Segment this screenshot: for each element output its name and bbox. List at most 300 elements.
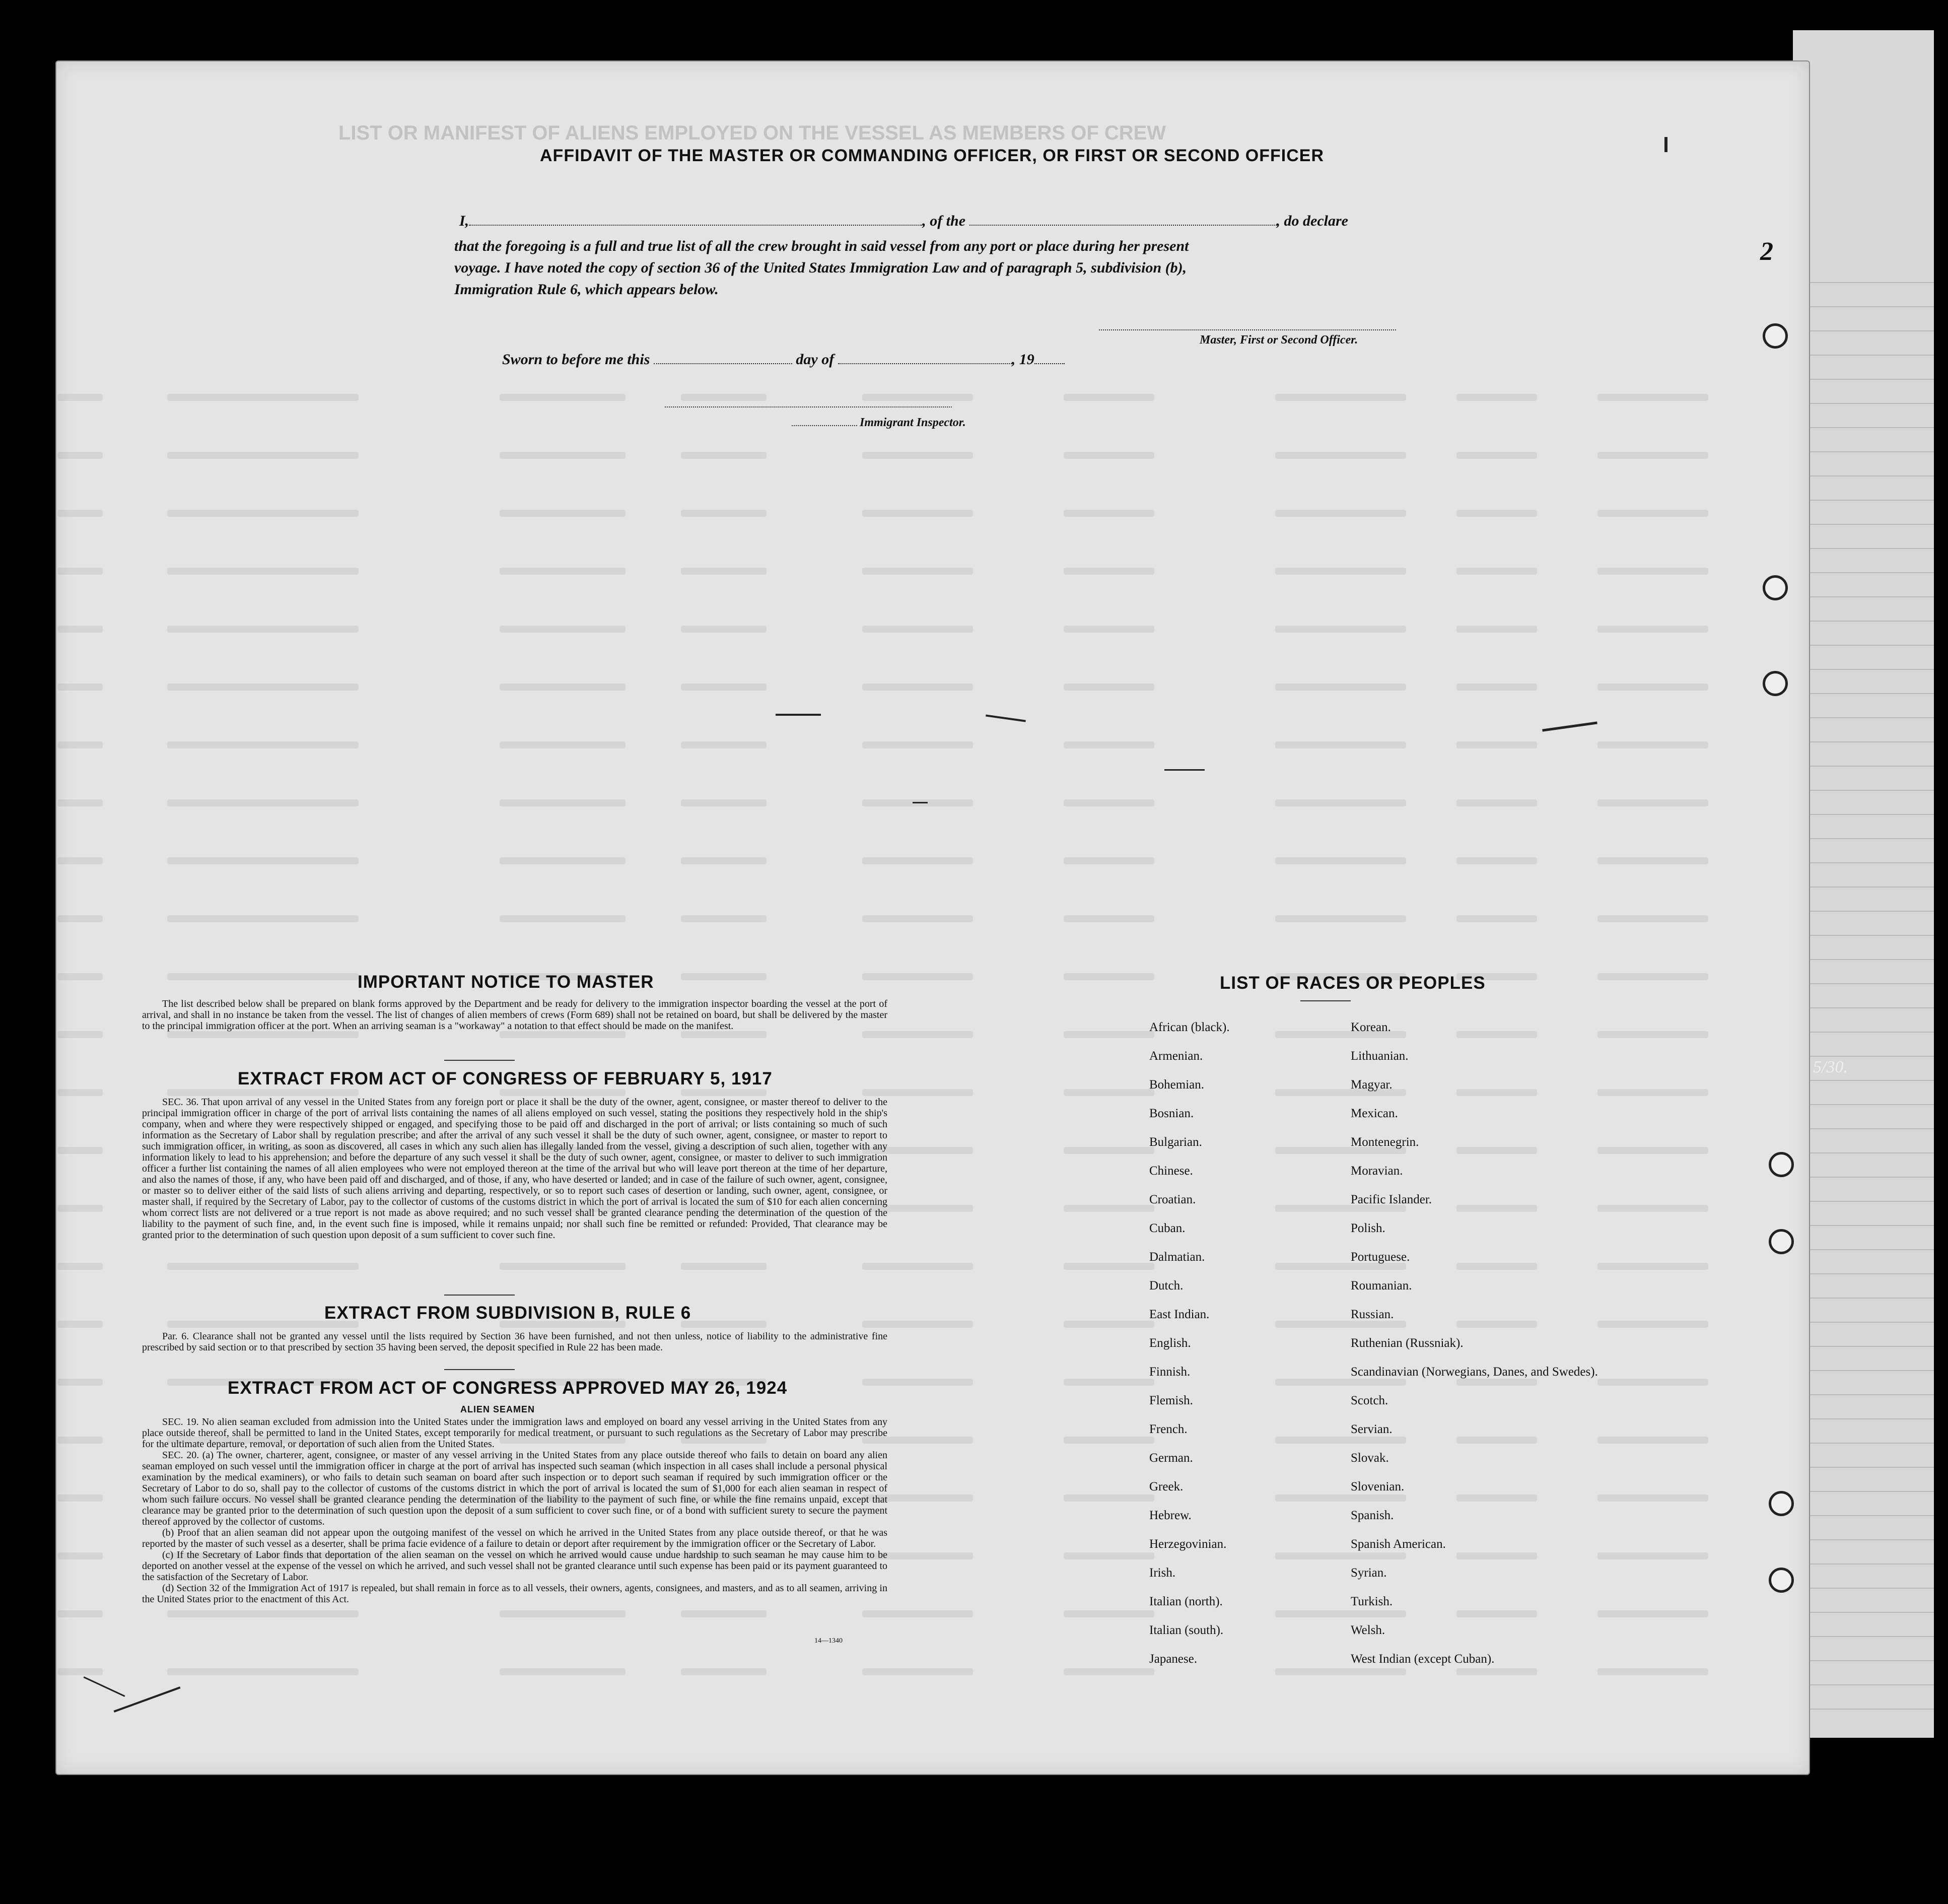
divider-1 [444, 1060, 515, 1061]
bleed-mark [1597, 684, 1708, 691]
ruled-line [1793, 911, 1934, 912]
bleed-mark [167, 1668, 359, 1675]
bleed-mark [1597, 568, 1708, 575]
bleed-mark [167, 799, 359, 806]
bleed-mark [681, 568, 767, 575]
ruled-line [1793, 1152, 1934, 1153]
race-item: Slovak. [1351, 1451, 1389, 1465]
bleed-mark [1064, 1552, 1154, 1559]
bleed-mark [500, 915, 625, 922]
master-caption: Master, First or Second Officer. [1200, 333, 1358, 347]
race-item: Montenegrin. [1351, 1135, 1419, 1149]
ruled-line [1793, 645, 1934, 646]
bleed-mark [681, 857, 767, 864]
page-number-note: 2 [1760, 237, 1773, 266]
bleed-mark [167, 915, 359, 922]
bleed-mark [500, 568, 625, 575]
bleed-mark [862, 1031, 973, 1038]
bleed-mark [862, 684, 973, 691]
extract-1924-sec20c: (c) If the Secretary of Labor finds that deportation of the alien seaman on the vessel on which he arrived would cause undue hardship to such seaman he may cause him to be deported on another vessel at the expense of the vessel on which he arrived, and such vessel shall not be granted clearance until such expense has been paid or its payment guaranteed to the satisfaction of the Secretary of Labor. [142, 1549, 887, 1583]
bleed-mark [57, 973, 103, 980]
bleed-mark [1275, 452, 1406, 459]
ruled-line [1793, 1612, 1934, 1613]
bleed-mark [500, 1089, 625, 1096]
ruled-line [1793, 1370, 1934, 1371]
bleed-mark [1275, 915, 1406, 922]
binder-hole [1769, 1152, 1794, 1177]
races-left-column [1149, 1021, 1230, 1681]
affidavit-line-4: Immigration Rule 6, which appears below. [454, 281, 719, 298]
ruled-line [1793, 1322, 1934, 1323]
ruled-line [1793, 330, 1934, 331]
binder-hole [1769, 1568, 1794, 1593]
bleed-mark [1064, 741, 1154, 749]
bleed-mark [167, 1089, 359, 1096]
bleed-mark [681, 915, 767, 922]
bleed-mark [1064, 973, 1154, 980]
bleed-mark [167, 394, 359, 401]
bleed-mark [57, 1610, 103, 1617]
bleed-mark [1064, 452, 1154, 459]
name-blank[interactable] [469, 225, 922, 226]
bleed-mark [167, 1263, 359, 1270]
ruled-line [1793, 1588, 1934, 1589]
ruled-line [1793, 693, 1934, 694]
bleed-mark [500, 452, 625, 459]
bleed-mark [500, 857, 625, 864]
ruled-line [1793, 717, 1934, 718]
ruled-line [1793, 500, 1934, 501]
bleed-mark [57, 1147, 103, 1154]
bleed-mark [1064, 915, 1154, 922]
bleed-mark [57, 741, 103, 749]
bleed-mark [1064, 568, 1154, 575]
extract-1924-sec20b: (b) Proof that an alien seaman did not appear upon the outgoing manifest of the vessel on which he arrived in the United States from any place outside thereof, or that he was reported by the master of such vessel as a deserter, shall be prima facie evidence of a failure to detain or deport after requirement by the immigration officer or the Secretary of Labor. [142, 1527, 887, 1549]
race-item: Ruthenian (Russniak). [1351, 1336, 1464, 1350]
race-item: Magyar. [1351, 1078, 1393, 1092]
race-item: Servian. [1351, 1422, 1393, 1436]
bleed-mark [57, 1379, 103, 1386]
bleed-mark [1597, 452, 1708, 459]
bleed-mark [1597, 510, 1708, 517]
divider-3 [444, 1369, 515, 1370]
bleed-mark [167, 626, 359, 633]
race-item: Finnish. [1149, 1365, 1191, 1379]
ruled-line [1793, 1539, 1934, 1540]
ruled-line [1793, 475, 1934, 477]
bleed-mark [57, 1668, 103, 1675]
race-item: Mexican. [1351, 1107, 1398, 1120]
bleed-mark [1597, 1321, 1708, 1328]
bleed-mark [681, 626, 767, 633]
bleed-mark [862, 973, 973, 980]
ruled-line [1793, 621, 1934, 622]
bleed-mark [681, 394, 767, 401]
ruled-line [1793, 1563, 1934, 1565]
bleed-mark [862, 452, 973, 459]
extract-rule6-paragraph: Par. 6. Clearance shall not be granted any vessel until the lists required by Section 36 have been furnished, and not then unless, notice of liability to the administrative fine prescribed by said section or to that prescribed by section 35 having been served, the deposit specified in Rule 22 has been made. [142, 1331, 887, 1353]
race-item: Pacific Islander. [1351, 1193, 1432, 1206]
bleed-mark [1064, 1089, 1154, 1096]
ruled-line [1793, 1418, 1934, 1419]
notice-title: IMPORTANT NOTICE TO MASTER [358, 972, 654, 992]
ruled-line [1793, 1346, 1934, 1347]
ruled-line [1793, 1056, 1934, 1057]
race-item: Japanese. [1149, 1652, 1198, 1666]
ruled-line [1793, 983, 1934, 984]
bleed-mark [1597, 1668, 1708, 1675]
bleed-mark [681, 684, 767, 691]
extract-1924-subtitle: ALIEN SEAMEN [460, 1404, 535, 1414]
sworn-day-blank[interactable] [654, 363, 792, 364]
extract-1917-paragraph: SEC. 36. That upon arrival of any vessel in the United States from any foreign port or place it shall be the duty of the owner, agent, consignee, or master thereof to deliver to the principal immigration officer in charge of the port of arrival lists containing the names of all aliens employed on such vessel, stating the positions they respectively hold in the ship's company, when and where they were respectively shipped or engaged, and specifying those to be paid off and discharged in the port of arrival; or lists containing so much of such information as the Secretary of Labor shall by regulation prescribe; and after the arrival of any such vessel it shall be the duty of such owner, agent, consignee, or master to report to such immigration officer, in writing, as soon as discovered, all cases in which any such alien has illegally landed from the vessel, giving a description of such alien, together with any information likely to lead to his apprehension; and before the departure of any such vessel it shall be the duty of such owner, agent, consignee, or master to deliver to such immigration officer a further list containing the names of all alien employees who were not employed thereon at the time of the arrival but who will leave port thereon at the time of her departure, and also the names of those, if any, who have been paid off and discharged, and of those, if any, who have deserted or landed; and in case of the failure of such owner, agent, consignee, or master so to deliver either of the said lists of such aliens arriving and departing, respectively, or so to report such cases of desertion or landing, such owner, agent, consignee, or master shall, if required by the Secretary of Labor, pay to the collector of customs of the customs district in which the port of arrival is located the sum of $10 for each alien concerning whom correct lists are not delivered or a true report is not made as above required; and no such vessel shall be granted clearance pending the determination of the question of the liability to the payment of such fine, and, in the event such fine is imposed, while it remains unpaid; nor shall such fine be remitted or refunded: Provided, That clearance may be granted prior to the determination of such question upon deposit of a sum sufficient to cover such fine. [142, 1097, 887, 1241]
bleed-mark [1597, 1610, 1708, 1617]
bleed-mark [681, 799, 767, 806]
ruled-line [1793, 355, 1934, 356]
bleed-mark [1064, 1205, 1154, 1212]
race-item: Cuban. [1149, 1221, 1186, 1235]
bleed-mark [167, 510, 359, 517]
ruled-line [1793, 959, 1934, 960]
ruled-line [1793, 1080, 1934, 1081]
race-item: Polish. [1351, 1221, 1385, 1235]
binder-hole [1763, 323, 1788, 349]
bleed-mark [1275, 741, 1406, 749]
binder-hole [1763, 671, 1788, 696]
ruled-line [1793, 572, 1934, 573]
race-item: Croatian. [1149, 1193, 1196, 1206]
ruled-line [1793, 1201, 1934, 1202]
race-item: Bulgarian. [1149, 1135, 1202, 1149]
bleed-mark [500, 1031, 625, 1038]
bleed-mark [1064, 1494, 1154, 1502]
ruled-line [1793, 1636, 1934, 1637]
ruled-line [1793, 887, 1934, 888]
bleed-mark [167, 973, 359, 980]
bleed-mark [1275, 799, 1406, 806]
ink-tick [1664, 137, 1667, 152]
bleed-mark [681, 1031, 767, 1038]
bleed-mark [681, 510, 767, 517]
bleed-mark [862, 568, 973, 575]
race-item: Flemish. [1149, 1394, 1193, 1407]
ruled-line [1793, 814, 1934, 815]
bleed-mark [1064, 799, 1154, 806]
bleed-mark [57, 1494, 103, 1502]
bleed-mark [57, 857, 103, 864]
back-sheet [1793, 30, 1934, 1738]
race-item: Turkish. [1351, 1595, 1393, 1608]
bleed-mark [500, 1668, 625, 1675]
race-item: East Indian. [1149, 1308, 1210, 1321]
tally-note: 5/30. [1813, 1058, 1848, 1076]
bleed-mark [500, 684, 625, 691]
ruled-line [1793, 596, 1934, 597]
bleed-mark [1064, 1321, 1154, 1328]
bleed-mark [1597, 1379, 1708, 1386]
race-item: Bohemian. [1149, 1078, 1205, 1092]
inspector-caption: Immigrant Inspector. [860, 416, 966, 429]
extract-1917-title: EXTRACT FROM ACT OF CONGRESS OF FEBRUARY 5, 1917 [238, 1069, 773, 1089]
bleed-mark [1275, 626, 1406, 633]
race-item: Dutch. [1149, 1279, 1184, 1293]
bleed-mark [1064, 1147, 1154, 1154]
bleed-mark [57, 394, 103, 401]
bleed-mark [862, 857, 973, 864]
bleed-mark [681, 1321, 767, 1328]
bleed-mark [57, 510, 103, 517]
day-of-label: day of [796, 351, 834, 368]
bleed-mark [681, 452, 767, 459]
bleed-mark [1456, 684, 1537, 691]
ruled-line [1793, 1394, 1934, 1395]
bleed-mark [57, 1321, 103, 1328]
bleed-mark [57, 1031, 103, 1038]
races-title: LIST OF RACES OR PEOPLES [1220, 973, 1486, 993]
bleed-mark [862, 394, 973, 401]
bleed-mark [862, 1263, 973, 1270]
extract-1924-title: EXTRACT FROM ACT OF CONGRESS APPROVED MAY 26, 1924 [228, 1378, 788, 1398]
bleed-mark [1456, 452, 1537, 459]
bleed-mark [1275, 857, 1406, 864]
ruled-line [1793, 306, 1934, 307]
master-signature-line[interactable] [1099, 329, 1396, 330]
bleed-mark [1064, 394, 1154, 401]
bleed-mark [862, 1379, 973, 1386]
bleed-mark [1275, 684, 1406, 691]
bleed-mark [1275, 394, 1406, 401]
bleed-mark [57, 1089, 103, 1096]
stray-mark-5 [913, 802, 928, 803]
affidavit-i: I, [459, 213, 469, 229]
ruled-line [1793, 427, 1934, 428]
binder-hole [1769, 1229, 1794, 1254]
bleed-mark [57, 799, 103, 806]
bleed-mark [681, 1668, 767, 1675]
ruled-line [1793, 935, 1934, 936]
bleed-mark [1597, 1437, 1708, 1444]
bleed-mark [1064, 1263, 1154, 1270]
race-item: Slovenian. [1351, 1480, 1405, 1493]
bleed-mark [862, 626, 973, 633]
bleed-mark [1456, 799, 1537, 806]
bleed-mark [167, 1031, 359, 1038]
race-item: Welsh. [1351, 1623, 1385, 1637]
ruled-line [1793, 766, 1934, 767]
race-item: Dalmatian. [1149, 1250, 1205, 1264]
ruled-line [1793, 1443, 1934, 1444]
bleed-mark [1597, 1494, 1708, 1502]
bleed-mark [1597, 1089, 1708, 1096]
bleed-mark [1456, 915, 1537, 922]
bleed-mark [1456, 568, 1537, 575]
bleed-mark [57, 1263, 103, 1270]
bleed-mark [862, 915, 973, 922]
bleed-mark [1064, 1031, 1154, 1038]
race-item: Herzegovinian. [1149, 1537, 1227, 1551]
ruled-line [1793, 790, 1934, 791]
ruled-line [1793, 403, 1934, 404]
ruled-line [1793, 524, 1934, 525]
bleed-mark [862, 510, 973, 517]
extract-1924-sec19: SEC. 19. No alien seaman excluded from admission into the United States under the immigration laws and employed on board any vessel arriving in the United States from any place outside thereof, shall be permitted to land in the United States, except temporarily for medical treatment, or pursuant to such regulations as the Secretary of Labor may prescribe for the ultimate departure, removal, or deportation of such alien from the United States. [142, 1416, 887, 1450]
stray-mark-1 [776, 714, 821, 716]
ruled-line [1793, 379, 1934, 380]
race-item: Syrian. [1351, 1566, 1387, 1580]
bleed-mark [1064, 626, 1154, 633]
bleed-mark [1597, 799, 1708, 806]
ruled-line [1793, 451, 1934, 452]
affidavit-line-2: that the foregoing is a full and true list of all the crew brought in said vessel from any port or place during her present [454, 238, 1189, 254]
bleed-mark [1456, 394, 1537, 401]
bleed-mark [1064, 1610, 1154, 1617]
race-item: French. [1149, 1422, 1188, 1436]
bleed-mark [681, 973, 767, 980]
ruled-line [1793, 1128, 1934, 1129]
bleed-mark [862, 1610, 973, 1617]
ruled-line [1793, 1177, 1934, 1178]
extract-1924-sec20d: (d) Section 32 of the Immigration Act of 1917 is repealed, but shall remain in force as to all vessels, their owners, agents, consignees, and masters, and as to all seamen, arriving in the United States prior to the enactment of this Act. [142, 1583, 887, 1605]
bleed-mark [862, 1668, 973, 1675]
bleed-mark [1456, 857, 1537, 864]
bleed-mark [167, 452, 359, 459]
ruled-line [1793, 1225, 1934, 1226]
race-item: Roumanian. [1351, 1279, 1412, 1293]
bleed-mark [1456, 510, 1537, 517]
bleed-mark [1275, 510, 1406, 517]
race-item: Italian (north). [1149, 1595, 1223, 1608]
race-item: Spanish. [1351, 1509, 1394, 1522]
ruled-line [1793, 1515, 1934, 1516]
bleed-mark [57, 1205, 103, 1212]
affidavit-title: AFFIDAVIT OF THE MASTER OR COMMANDING OFFICER, OR FIRST OR SECOND OFFICER [540, 146, 1324, 165]
divider-2 [444, 1295, 515, 1296]
bleed-mark [167, 741, 359, 749]
bleed-mark [57, 1552, 103, 1559]
binder-hole [1763, 575, 1788, 600]
bleed-mark [500, 1263, 625, 1270]
ruled-line [1793, 1273, 1934, 1274]
ruled-line [1793, 669, 1934, 670]
bleed-mark [681, 1089, 767, 1096]
race-item: Lithuanian. [1351, 1049, 1409, 1063]
bleed-mark [167, 568, 359, 575]
bleed-mark [1597, 1552, 1708, 1559]
race-item: Italian (south). [1149, 1623, 1224, 1637]
bleed-mark [57, 1437, 103, 1444]
affidavit-line-3: voyage. I have noted the copy of section 36 of the United States Immigration Law and of paragraph 5, subdivision (b), [454, 259, 1187, 276]
sworn-label: Sworn to before me this [502, 351, 650, 368]
race-item: Greek. [1149, 1480, 1184, 1493]
bleed-mark [500, 741, 625, 749]
ruled-line [1793, 1467, 1934, 1468]
extract-1924-sec20a: SEC. 20. (a) The owner, charterer, agent, consignee, or master of any vessel arriving in the United States from any place outside thereof who fails to detain on board any alien seaman employed on such vessel until the immigration officer in charge at the port of arrival has inspected such seaman (which inspection in all cases shall include a personal physical examination by the medical examiners), or who fails to detain such seaman on board after such inspection or to deport such seaman if required by such immigration officer or the Secretary of Labor to do so, shall pay to the collector of customs of the customs district in which the port of arrival is located the sum of $1,000 for each alien seaman in respect of whom such failure occurs. No vessel shall be granted clearance pending the determination of the liability to the payment of such fine, or while the fine remains unpaid, except that clearance may be granted prior to the determination of such question upon the deposit of a sum sufficient to cover such fine, or of a bond with sufficient surety to secure the payment thereof approved by the collector of customs. [142, 1450, 887, 1527]
bleed-mark [1597, 1263, 1708, 1270]
bleed-mark [681, 741, 767, 749]
notice-body [142, 998, 887, 1032]
race-item: West Indian (except Cuban). [1351, 1652, 1495, 1666]
bleed-mark [500, 394, 625, 401]
ruled-line [1793, 1249, 1934, 1250]
bleed-mark [57, 684, 103, 691]
bleed-mark [1456, 741, 1537, 749]
ruled-line [1793, 548, 1934, 549]
race-item: German. [1149, 1451, 1193, 1465]
bleed-mark [167, 857, 359, 864]
bleed-mark [681, 1610, 767, 1617]
ruled-line [1793, 1007, 1934, 1008]
race-item: Scandinavian (Norwegians, Danes, and Swedes). [1351, 1365, 1598, 1379]
race-item: Portuguese. [1351, 1250, 1410, 1264]
vessel-blank[interactable] [969, 225, 1277, 226]
bleed-mark [1597, 1205, 1708, 1212]
affidavit-line-1 [459, 213, 1348, 230]
notice-paragraph: The list described below shall be prepared on blank forms approved by the Department and be ready for delivery to the immigration inspector boarding the vessel at the port of arrival, and shall in no instance be taken from the vessel. The list of changes of alien members of crews (Form 689) shall not be retained on board, but shall be delivered by the master to the principal immigration officer at the port. When an arriving seaman is a "workaway" a notation to that effect should be made on the manifest. [142, 998, 887, 1032]
bleed-mark [1597, 1147, 1708, 1154]
ruled-line [1793, 1684, 1934, 1685]
sworn-month-blank[interactable] [838, 363, 1012, 364]
race-item: African (black). [1149, 1021, 1230, 1034]
bleed-mark [57, 626, 103, 633]
bleed-mark [1064, 1379, 1154, 1386]
bleed-mark [1597, 1031, 1708, 1038]
bleed-mark [500, 510, 625, 517]
year-label: , 19 [1011, 351, 1034, 368]
bleed-mark [1064, 1437, 1154, 1444]
affidavit-of-the: , of the [922, 213, 966, 229]
race-item: Armenian. [1149, 1049, 1203, 1063]
extract-1917-body [142, 1097, 887, 1241]
year-blank[interactable] [1034, 363, 1065, 364]
ruled-line [1793, 741, 1934, 742]
inspector-signature-line[interactable] [665, 406, 952, 407]
bleed-mark [1597, 857, 1708, 864]
races-underline [1300, 1000, 1351, 1001]
race-item: Moravian. [1351, 1164, 1403, 1178]
bleed-mark [862, 741, 973, 749]
bleed-mark [57, 568, 103, 575]
bleed-mark [1456, 626, 1537, 633]
ruled-line [1793, 1660, 1934, 1661]
race-item: Irish. [1149, 1566, 1176, 1580]
race-item: Bosnian. [1149, 1107, 1194, 1120]
bleed-mark [1064, 684, 1154, 691]
faded-header: LIST OR MANIFEST OF ALIENS EMPLOYED ON THE VESSEL AS MEMBERS OF CREW [338, 122, 1166, 144]
bleed-mark [1597, 915, 1708, 922]
ruled-line [1793, 1104, 1934, 1105]
ruled-line [1793, 282, 1934, 283]
extract-rule6-body [142, 1331, 887, 1353]
form-number: 14—1340 [814, 1637, 843, 1645]
race-item: Scotch. [1351, 1394, 1388, 1407]
race-item: Hebrew. [1149, 1509, 1192, 1522]
ruled-line [1793, 1709, 1934, 1710]
ruled-line [1793, 838, 1934, 839]
affidavit-declare: , do declare [1276, 213, 1348, 229]
stray-mark-4 [1164, 769, 1205, 771]
bleed-mark [500, 1610, 625, 1617]
race-item: Spanish American. [1351, 1537, 1446, 1551]
bleed-mark [167, 684, 359, 691]
race-item: Korean. [1351, 1021, 1391, 1034]
bleed-mark [57, 915, 103, 922]
race-item: Chinese. [1149, 1164, 1193, 1178]
ruled-line [1793, 1298, 1934, 1299]
bleed-mark [862, 1089, 973, 1096]
bleed-mark [1597, 741, 1708, 749]
bleed-mark [57, 452, 103, 459]
bleed-mark [1064, 510, 1154, 517]
